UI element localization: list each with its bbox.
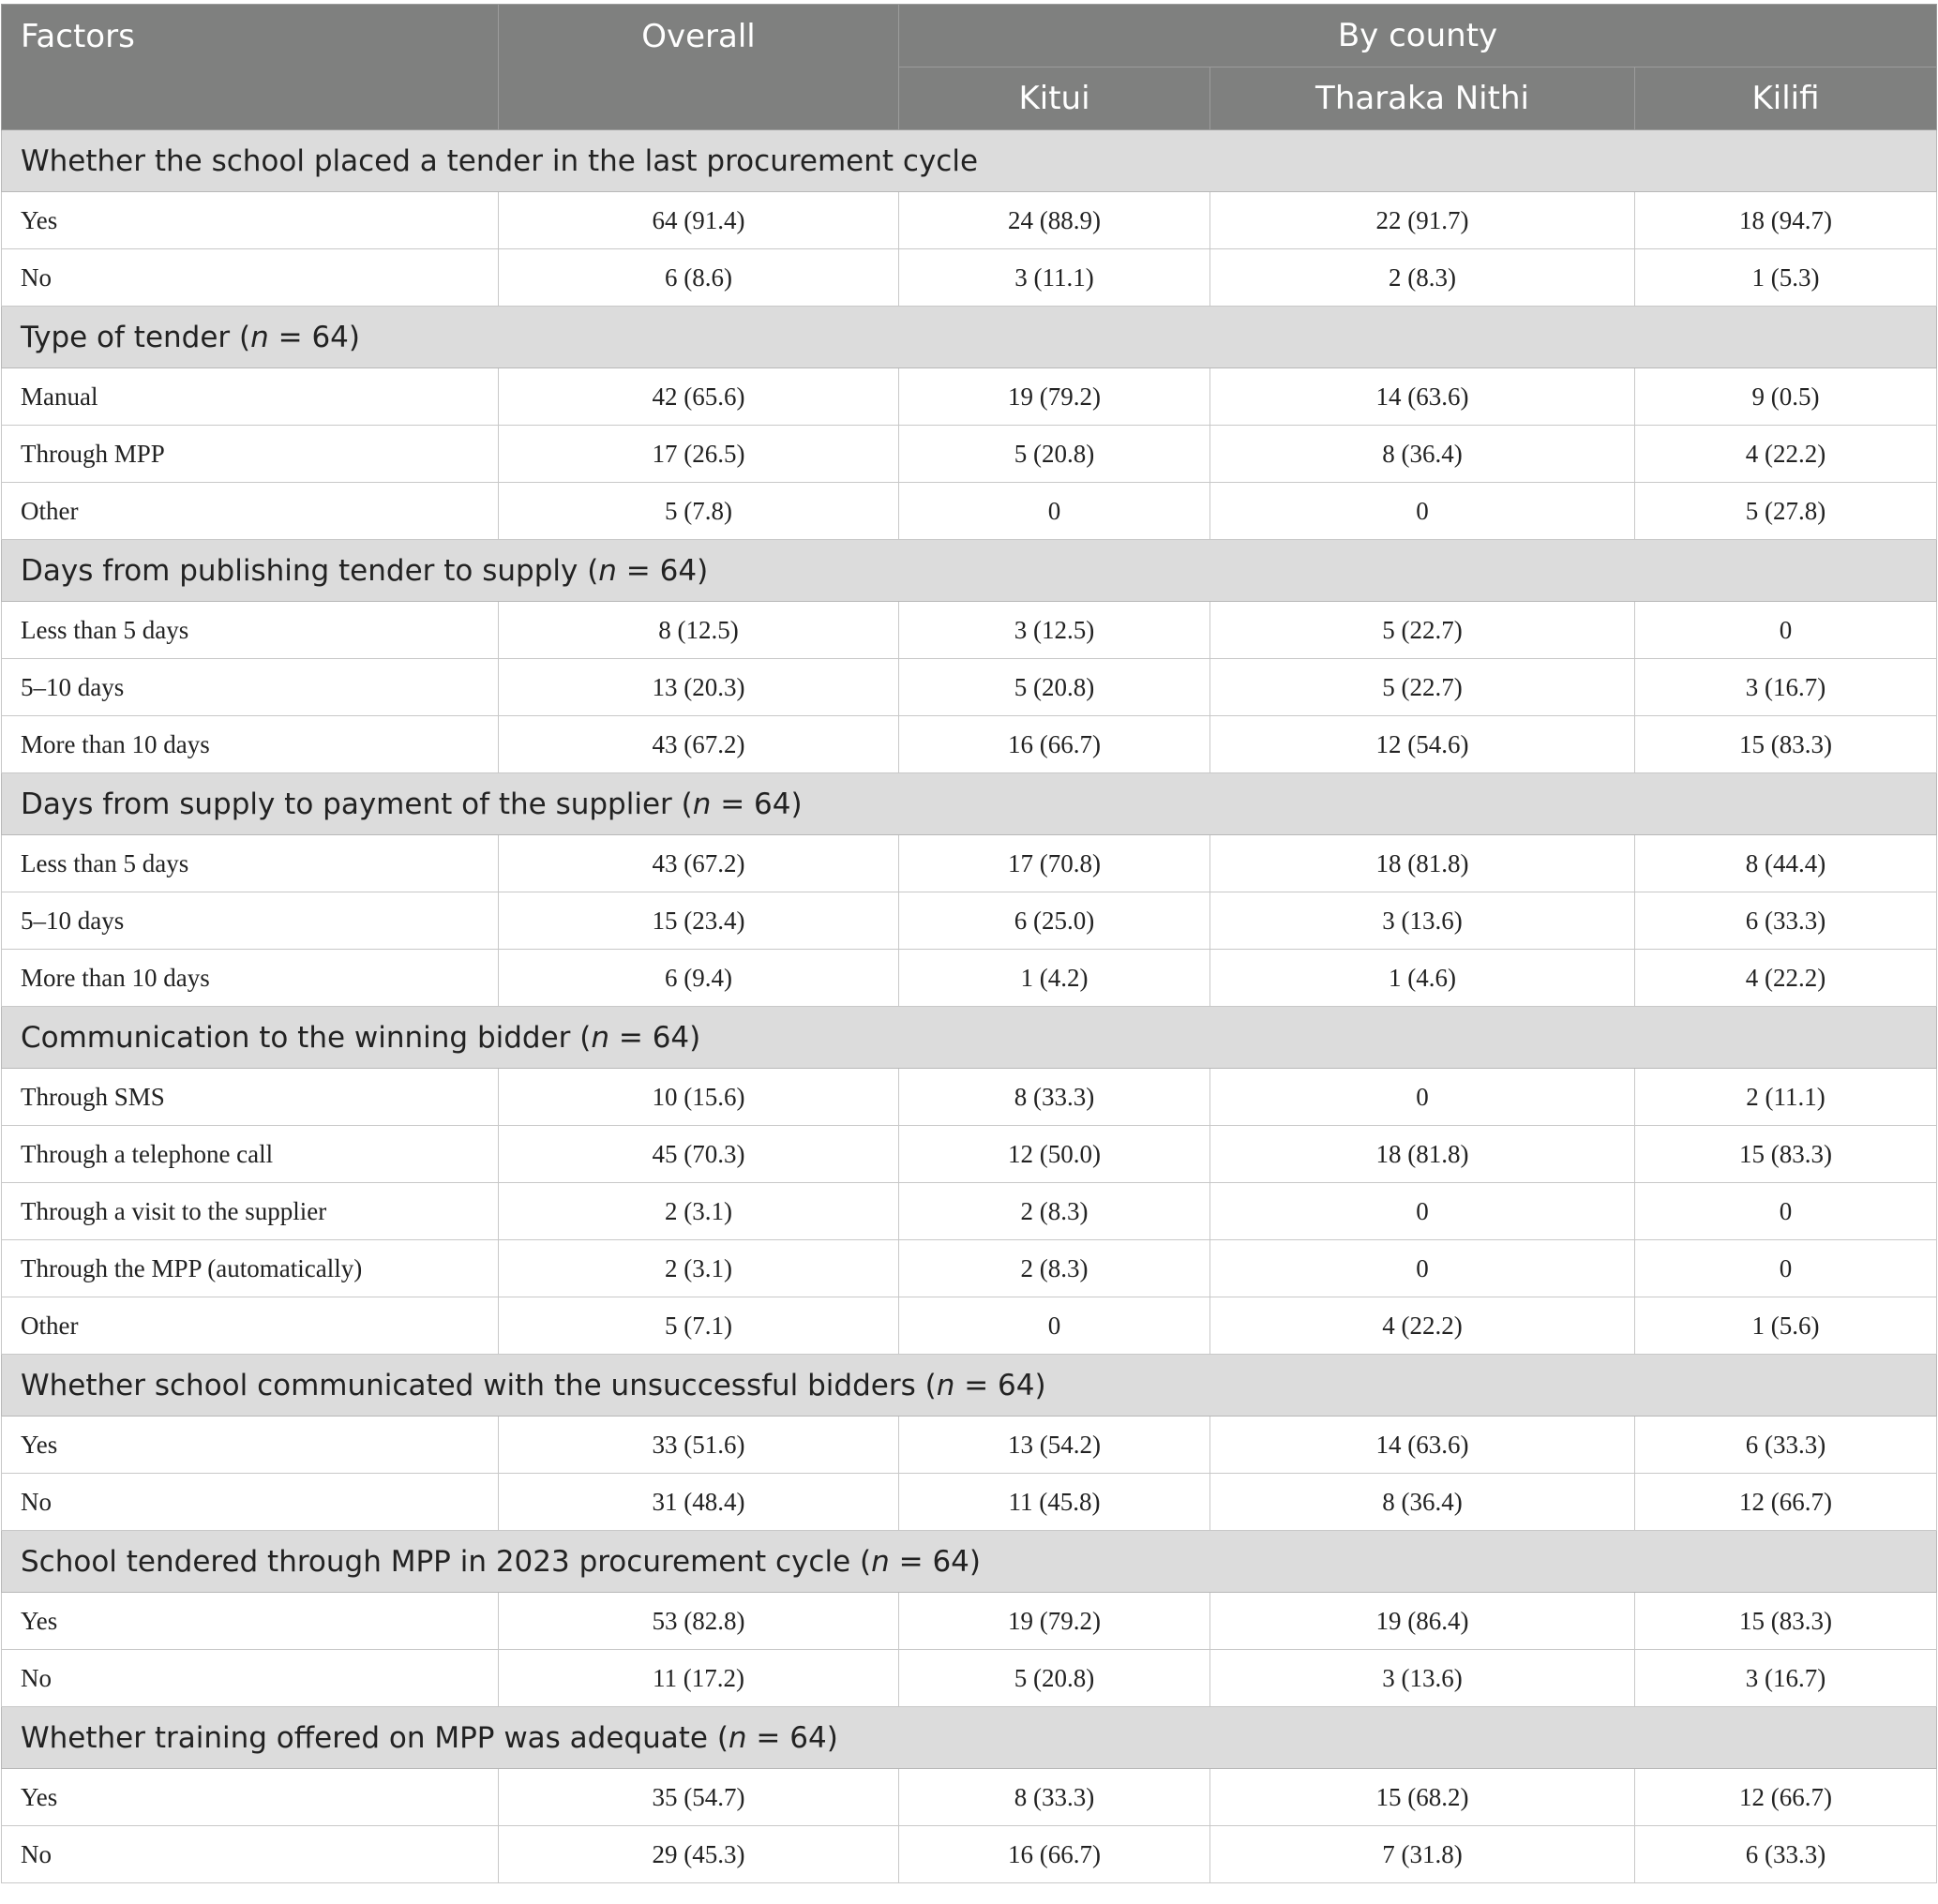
header-overall: Overall [499,5,899,130]
overall-cell: 33 (51.6) [499,1417,899,1474]
overall-cell: 64 (91.4) [499,192,899,249]
section-title-text: Type of tender ( [21,320,251,354]
section-title [2,1531,1937,1593]
header-kitui: Kitui [899,67,1210,130]
overall-cell: 11 (17.2) [499,1650,899,1707]
tharaka-nithi-cell: 18 (81.8) [1210,835,1635,892]
tharaka-nithi-cell: 0 [1210,1069,1635,1126]
section-title [2,1007,1937,1069]
factor-cell: Other [2,483,499,540]
kitui-cell: 3 (11.1) [899,249,1210,307]
factor-cell: Through MPP [2,426,499,483]
section-n-value: = 64) [268,320,360,354]
tharaka-nithi-cell: 22 (91.7) [1210,192,1635,249]
kitui-cell: 19 (79.2) [899,1593,1210,1650]
section-n-symbol: n [728,1720,747,1755]
section-title [2,307,1937,368]
section-header-row [2,773,1937,835]
table-row [2,1417,1937,1474]
kitui-cell: 6 (25.0) [899,892,1210,950]
factor-cell: 5–10 days [2,892,499,950]
overall-cell: 15 (23.4) [499,892,899,950]
overall-cell: 43 (67.2) [499,835,899,892]
table-row [2,1826,1937,1883]
table-header [2,5,1937,130]
factor-cell: Yes [2,1769,499,1826]
section-n-value: = 64) [609,1020,701,1055]
section-n-value: = 64) [746,1720,838,1755]
kitui-cell: 2 (8.3) [899,1183,1210,1240]
table-row [2,835,1937,892]
section-title-text: Whether training offered on MPP was adequate ( [21,1720,729,1755]
kitui-cell: 8 (33.3) [899,1769,1210,1826]
overall-cell: 53 (82.8) [499,1593,899,1650]
factor-cell: More than 10 days [2,716,499,773]
overall-cell: 6 (8.6) [499,249,899,307]
factor-cell: 5–10 days [2,659,499,716]
section-title [2,540,1937,602]
kilifi-cell: 12 (66.7) [1635,1474,1937,1531]
tharaka-nithi-cell: 3 (13.6) [1210,892,1635,950]
kitui-cell: 16 (66.7) [899,716,1210,773]
factor-cell: Less than 5 days [2,602,499,659]
table-row [2,892,1937,950]
header-kilifi: Kilifi [1635,67,1937,130]
kilifi-cell: 0 [1635,602,1937,659]
procurement-factors-table [1,4,1937,1883]
kilifi-cell: 6 (33.3) [1635,1826,1937,1883]
section-n-symbol: n [692,787,712,821]
kitui-cell: 12 (50.0) [899,1126,1210,1183]
tharaka-nithi-cell: 0 [1210,1183,1635,1240]
factor-cell: Through a visit to the supplier [2,1183,499,1240]
section-title-text: Days from publishing tender to supply ( [21,553,599,588]
tharaka-nithi-cell: 8 (36.4) [1210,426,1635,483]
table-body [2,130,1937,1883]
factor-cell: Yes [2,1417,499,1474]
overall-cell: 43 (67.2) [499,716,899,773]
kitui-cell: 24 (88.9) [899,192,1210,249]
header-factors: Factors [2,5,499,130]
table-row [2,1297,1937,1355]
kilifi-cell: 5 (27.8) [1635,483,1937,540]
section-n-value: = 64) [954,1368,1046,1402]
section-title [2,1707,1937,1769]
section-n-symbol: n [936,1368,955,1402]
kilifi-cell: 3 (16.7) [1635,659,1937,716]
tharaka-nithi-cell: 8 (36.4) [1210,1474,1635,1531]
overall-cell: 5 (7.1) [499,1297,899,1355]
section-n-value: = 64) [616,553,709,588]
kilifi-cell: 6 (33.3) [1635,892,1937,950]
section-n-symbol: n [591,1020,610,1055]
overall-cell: 2 (3.1) [499,1183,899,1240]
kilifi-cell: 9 (0.5) [1635,368,1937,426]
section-header-row [2,1707,1937,1769]
section-n-symbol: n [871,1544,890,1579]
table-row [2,659,1937,716]
overall-cell: 13 (20.3) [499,659,899,716]
section-title-text: Communication to the winning bidder ( [21,1020,592,1055]
kilifi-cell: 12 (66.7) [1635,1769,1937,1826]
kitui-cell: 5 (20.8) [899,426,1210,483]
factor-cell: Through the MPP (automatically) [2,1240,499,1297]
table-row [2,192,1937,249]
section-title [2,773,1937,835]
kitui-cell: 0 [899,483,1210,540]
table-row [2,249,1937,307]
kilifi-cell: 18 (94.7) [1635,192,1937,249]
kilifi-cell: 0 [1635,1183,1937,1240]
section-header-row [2,1355,1937,1417]
tharaka-nithi-cell: 5 (22.7) [1210,659,1635,716]
table-row [2,1474,1937,1531]
factor-cell: No [2,249,499,307]
overall-cell: 17 (26.5) [499,426,899,483]
table-row [2,602,1937,659]
factor-cell: Manual [2,368,499,426]
tharaka-nithi-cell: 5 (22.7) [1210,602,1635,659]
tharaka-nithi-cell: 1 (4.6) [1210,950,1635,1007]
tharaka-nithi-cell: 19 (86.4) [1210,1593,1635,1650]
overall-cell: 42 (65.6) [499,368,899,426]
table-row [2,1593,1937,1650]
kitui-cell: 8 (33.3) [899,1069,1210,1126]
kitui-cell: 1 (4.2) [899,950,1210,1007]
kilifi-cell: 2 (11.1) [1635,1069,1937,1126]
kitui-cell: 16 (66.7) [899,1826,1210,1883]
section-title-text: Whether school communicated with the unsuccessful bidders ( [21,1368,937,1402]
overall-cell: 5 (7.8) [499,483,899,540]
header-tharaka-nithi: Tharaka Nithi [1210,67,1635,130]
kitui-cell: 2 (8.3) [899,1240,1210,1297]
kitui-cell: 5 (20.8) [899,659,1210,716]
table-row [2,1769,1937,1826]
tharaka-nithi-cell: 14 (63.6) [1210,368,1635,426]
section-title-text: Whether the school placed a tender in the last procurement cycle [21,143,979,178]
factor-cell: No [2,1474,499,1531]
section-title [2,130,1937,192]
tharaka-nithi-cell: 15 (68.2) [1210,1769,1635,1826]
section-n-symbol: n [598,553,617,588]
overall-cell: 2 (3.1) [499,1240,899,1297]
kilifi-cell: 4 (22.2) [1635,950,1937,1007]
table-row [2,368,1937,426]
section-n-value: = 64) [711,787,803,821]
kitui-cell: 5 (20.8) [899,1650,1210,1707]
tharaka-nithi-cell: 2 (8.3) [1210,249,1635,307]
table-row [2,950,1937,1007]
kilifi-cell: 1 (5.6) [1635,1297,1937,1355]
tharaka-nithi-cell: 18 (81.8) [1210,1126,1635,1183]
factor-cell: No [2,1826,499,1883]
overall-cell: 45 (70.3) [499,1126,899,1183]
section-title-text: Days from supply to payment of the supplier ( [21,787,693,821]
factor-cell: Yes [2,192,499,249]
section-title-text: School tendered through MPP in 2023 procurement cycle ( [21,1544,872,1579]
factor-cell: Through a telephone call [2,1126,499,1183]
overall-cell: 8 (12.5) [499,602,899,659]
overall-cell: 6 (9.4) [499,950,899,1007]
kitui-cell: 0 [899,1297,1210,1355]
factor-cell: More than 10 days [2,950,499,1007]
header-by-county: By county [899,5,1937,67]
kilifi-cell: 15 (83.3) [1635,1126,1937,1183]
overall-cell: 10 (15.6) [499,1069,899,1126]
section-n-value: = 64) [889,1544,981,1579]
factor-cell: Yes [2,1593,499,1650]
tharaka-nithi-cell: 14 (63.6) [1210,1417,1635,1474]
kilifi-cell: 6 (33.3) [1635,1417,1937,1474]
kilifi-cell: 15 (83.3) [1635,1593,1937,1650]
kilifi-cell: 15 (83.3) [1635,716,1937,773]
table-row [2,1069,1937,1126]
section-header-row [2,1531,1937,1593]
tharaka-nithi-cell: 7 (31.8) [1210,1826,1635,1883]
kilifi-cell: 1 (5.3) [1635,249,1937,307]
section-header-row [2,540,1937,602]
table-row [2,426,1937,483]
kitui-cell: 13 (54.2) [899,1417,1210,1474]
section-header-row [2,130,1937,192]
table-row [2,1126,1937,1183]
table-row [2,1650,1937,1707]
table-row [2,483,1937,540]
kitui-cell: 3 (12.5) [899,602,1210,659]
kitui-cell: 19 (79.2) [899,368,1210,426]
table-row [2,716,1937,773]
kilifi-cell: 3 (16.7) [1635,1650,1937,1707]
table-row [2,1183,1937,1240]
section-title [2,1355,1937,1417]
tharaka-nithi-cell: 4 (22.2) [1210,1297,1635,1355]
kitui-cell: 11 (45.8) [899,1474,1210,1531]
factor-cell: Less than 5 days [2,835,499,892]
table-row [2,1240,1937,1297]
tharaka-nithi-cell: 3 (13.6) [1210,1650,1635,1707]
tharaka-nithi-cell: 0 [1210,483,1635,540]
kilifi-cell: 8 (44.4) [1635,835,1937,892]
kilifi-cell: 0 [1635,1240,1937,1297]
overall-cell: 31 (48.4) [499,1474,899,1531]
tharaka-nithi-cell: 0 [1210,1240,1635,1297]
kitui-cell: 17 (70.8) [899,835,1210,892]
factor-cell: No [2,1650,499,1707]
factor-cell: Other [2,1297,499,1355]
section-header-row [2,307,1937,368]
overall-cell: 29 (45.3) [499,1826,899,1883]
factor-cell: Through SMS [2,1069,499,1126]
section-header-row [2,1007,1937,1069]
overall-cell: 35 (54.7) [499,1769,899,1826]
section-n-symbol: n [250,320,269,354]
kilifi-cell: 4 (22.2) [1635,426,1937,483]
tharaka-nithi-cell: 12 (54.6) [1210,716,1635,773]
